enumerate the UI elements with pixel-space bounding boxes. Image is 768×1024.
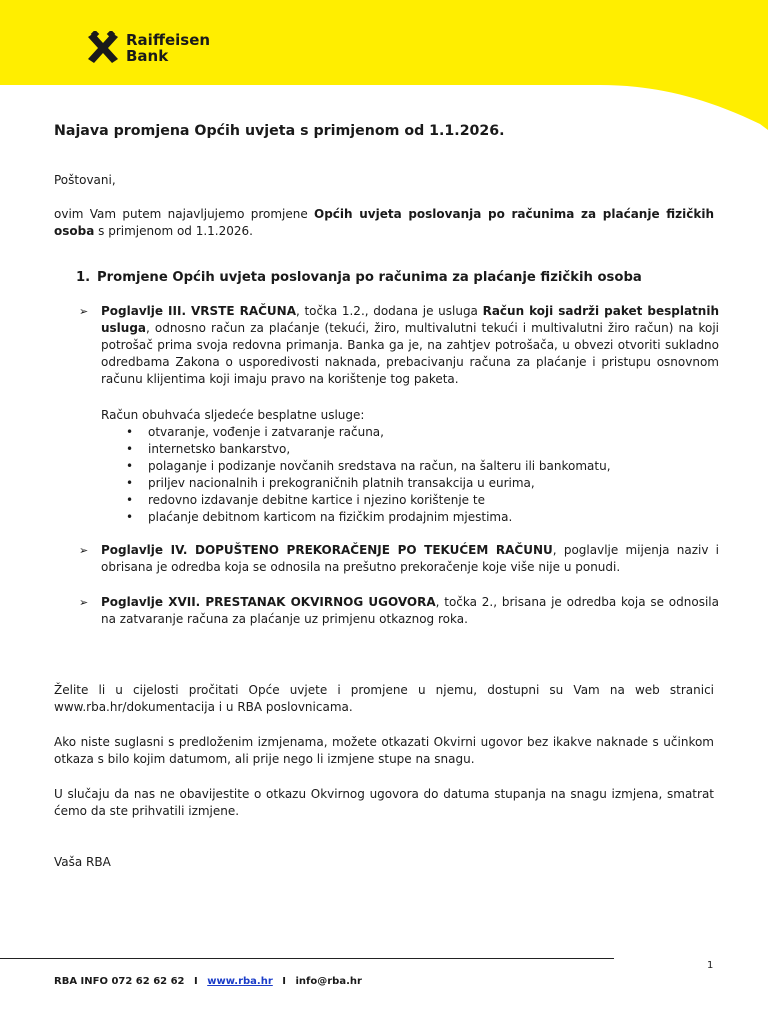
bullet3-text1: , točka 2., brisana je odredba koja se odnosila na zatvaranje računa za plaćanje uz primjenu otkaznog roka. (101, 595, 719, 626)
section-title: Promjene Općih uvjeta poslovanja po računima za plaćanje fizičkih osoba (97, 270, 642, 285)
arrow-bullet-icon: ➢ (79, 596, 89, 609)
intro-paragraph (54, 206, 714, 240)
list-item: • polaganje i podizanje novčanih sredstava na račun, na šalteru ili bankomatu, (126, 458, 611, 475)
bullet-item-2 (79, 542, 719, 576)
page-number: 1 (707, 960, 714, 971)
footer-web-link[interactable]: www.rba.hr (207, 976, 273, 987)
intro-post: s primjenom od 1.1.2026. (94, 224, 253, 238)
bank-logo[interactable] (86, 31, 210, 65)
page-title: Najava promjena Općih uvjeta s primjenom od 1.1.2026. (54, 123, 505, 139)
bullet1-text1: , točka 1.2., dodana je usluga (296, 304, 483, 318)
list-item: • otvaranje, vođenje i zatvaranje računa, (126, 424, 611, 441)
bullet1-bold2: Račun koji sadrži paket besplatnih usluga (101, 304, 719, 335)
footer-separator: I (282, 976, 286, 987)
bullet1-bold1: Poglavlje III. VRSTE RAČUNA (101, 304, 296, 318)
arrow-bullet-icon: ➢ (79, 544, 89, 557)
brand-line1: Raiffeisen (126, 31, 211, 49)
footer-divider (0, 958, 614, 959)
bullet2-text1: , poglavlje mijenja naziv i obrisana je odredba koja se odnosila na prešutno prekoračenje koje više nije u ponudi. (101, 543, 719, 574)
signoff: Vaša RBA (54, 855, 111, 869)
bullet-item-1 (79, 303, 719, 388)
list-item: • plaćanje debitnom karticom na fizičkim prodajnim mjestima. (126, 509, 611, 526)
read-terms-paragraph: Želite li u cijelosti pročitati Opće uvjete i promjene u njemu, dostupni su Vam na web stranici www.rba.hr/dokumentacija i u RBA poslovnicama. (54, 683, 714, 714)
footer-phone: RBA INFO 072 62 62 62 (54, 976, 185, 987)
header-yellow-band (0, 0, 768, 130)
list-item: • internetsko bankarstvo, (126, 441, 611, 458)
list-item: • priljev nacionalnih i prekograničnih platnih transakcija u eurima, (126, 475, 611, 492)
bullet1-text2: , odnosno račun za plaćanje (tekući, žiro, multivalutni tekući i multivalutni žiro račun) na koji potrošač prima svoja redovna primanja. Banka ga je, na zahtjev potrošača, u obvezi otvoriti sukladno odredbama Zakona o usporedivosti naknada, prebacivanju računa za plaćanje i pristupu osnovnom računu klijentima koji imaju pravo na korištenje tog paketa. (101, 321, 719, 386)
disagree-paragraph: Ako niste suglasni s predloženim izmjenama, možete otkazati Okvirni ugovor bez ikakve naknade s učinkom otkaza s bilo kojim datumom, ali prije nego li izmjene stupe na snagu. (54, 735, 714, 766)
intro-bold: Općih uvjeta poslovanja po računima za plaćanje fizičkih osoba (54, 207, 714, 238)
bullet2-bold1: Poglavlje IV. DOPUŠTENO PREKORAČENJE PO TEKUĆEM RAČUNU (101, 543, 553, 557)
services-list (126, 424, 611, 526)
greeting: Poštovani, (54, 173, 116, 187)
footer-email[interactable]: info@rba.hr (295, 976, 362, 987)
services-intro: Račun obuhvaća sljedeće besplatne usluge: (101, 408, 365, 422)
raiffeisen-cross-icon (86, 31, 120, 65)
brand-line2: Bank (126, 47, 169, 65)
list-item: • redovno izdavanje debitne kartice i njezino korištenje te (126, 492, 611, 509)
section-number: 1. (76, 270, 91, 285)
acceptance-paragraph: U slučaju da nas ne obavijestite o otkazu Okvirnog ugovora do datuma stupanja na snagu izmjena, smatrat ćemo da ste prihvatili izmjene. (54, 787, 714, 818)
footer-separator: I (194, 976, 198, 987)
bullet3-bold1: Poglavlje XVII. PRESTANAK OKVIRNOG UGOVORA (101, 595, 436, 609)
footer-contacts (54, 976, 362, 987)
section-heading (76, 270, 642, 285)
intro-pre: ovim Vam putem najavljujemo promjene (54, 207, 315, 221)
arrow-bullet-icon: ➢ (79, 305, 89, 318)
bullet-item-3 (79, 594, 719, 628)
